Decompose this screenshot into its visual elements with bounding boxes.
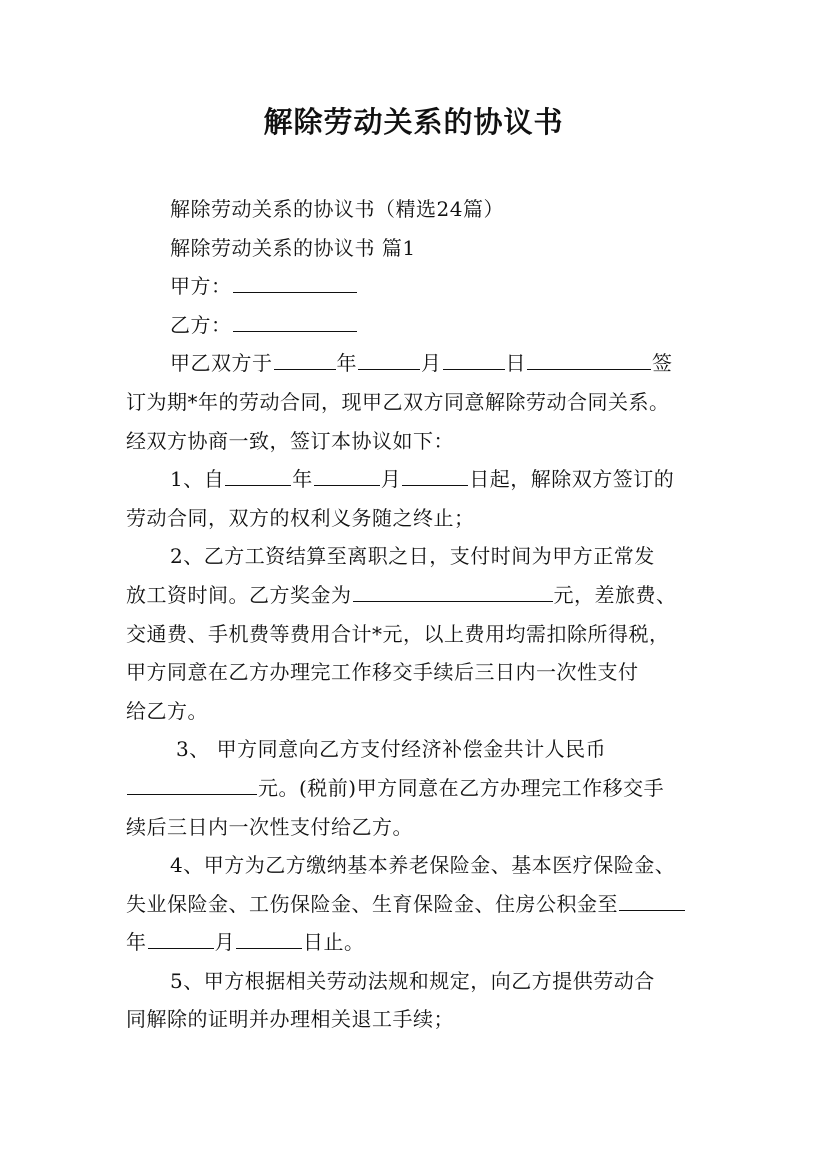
collection-title: 解除劳动关系的协议书（精选24篇） [170, 197, 504, 221]
blank [402, 465, 468, 486]
clause-1-line-2: 劳动合同，双方的权利义务随之终止； [126, 505, 475, 530]
clause-5-line-1: 5、甲方根据相关劳动法规和规定，向乙方提供劳动合 [170, 968, 655, 993]
clause-2-line-2 [126, 576, 706, 615]
compensation-blank [127, 774, 257, 795]
clause-text: 放工资时间。乙方奖金为 [126, 582, 352, 607]
preamble-line-2: 订为期*年的劳动合同，现甲乙双方同意解除劳动合同关系。 [126, 389, 670, 414]
blank [314, 465, 380, 486]
blank [358, 349, 420, 370]
year-label: 年 [292, 467, 313, 492]
preamble-line-3: 经双方协商一致，签订本协议如下： [126, 428, 454, 453]
clause-2-line-1: 2、乙方工资结算至离职之日，支付时间为甲方正常发 [170, 544, 655, 569]
party-b-line [126, 306, 706, 345]
clause-text: 1、自 [170, 467, 225, 492]
party-a-line [126, 267, 706, 306]
year-label: 年 [126, 930, 147, 955]
blank [225, 465, 291, 486]
clause-text: 日止。 [303, 930, 365, 955]
clause-text: 元。(税前)甲方同意在乙方办理完工作移交手 [258, 775, 665, 800]
preamble-text: 甲乙双方于 [170, 351, 273, 376]
clause-3-line-2 [126, 769, 706, 808]
clause-text: 日起，解除双方签订的 [469, 467, 675, 492]
clause-3-line-3: 续后三日内一次性支付给乙方。 [126, 814, 413, 839]
clause-text: 失业保险金、工伤保险金、生育保险金、住房公积金至 [126, 891, 618, 916]
preamble-text: 签 [652, 351, 673, 376]
blank [148, 928, 214, 949]
document-body [126, 190, 706, 1039]
clause-4-line-3 [126, 923, 706, 962]
clause-2-line-3: 交通费、手机费等费用合计*元，以上费用均需扣除所得税， [126, 621, 670, 646]
month-label: 月 [380, 467, 402, 492]
party-b-label: 乙方： [170, 312, 232, 337]
party-a-blank [233, 272, 357, 293]
clause-2-line-4: 甲方同意在乙方办理完工作移交手续后三日内一次性支付 [126, 660, 639, 685]
document-title: 解除劳动关系的协议书 [263, 105, 564, 139]
month-label: 月 [214, 930, 235, 955]
blank [274, 349, 336, 370]
party-a-label: 甲方： [170, 274, 232, 299]
blank [527, 349, 651, 370]
clause-4-line-2 [126, 885, 706, 924]
month-label: 月 [421, 351, 442, 376]
clause-1-line-1 [126, 460, 706, 499]
blank [236, 928, 302, 949]
clause-4-line-1: 4、甲方为乙方缴纳基本养老保险金、基本医疗保险金、 [170, 853, 676, 878]
preamble-line-1 [126, 344, 706, 383]
clause-2-line-5: 给乙方。 [126, 698, 208, 723]
clause-text: 元，差旅费、 [553, 582, 677, 607]
clause-3-line-1: 3、 甲方同意向乙方支付经济补偿金共计人民币 [176, 737, 607, 762]
article-title: 解除劳动关系的协议书 篇1 [170, 235, 416, 260]
party-b-blank [233, 311, 357, 332]
day-label: 日 [505, 351, 526, 376]
year-label: 年 [336, 351, 357, 376]
blank [619, 890, 685, 911]
blank [443, 349, 505, 370]
clause-5-line-2: 同解除的证明并办理相关退工手续； [126, 1007, 454, 1032]
bonus-blank [353, 581, 553, 602]
